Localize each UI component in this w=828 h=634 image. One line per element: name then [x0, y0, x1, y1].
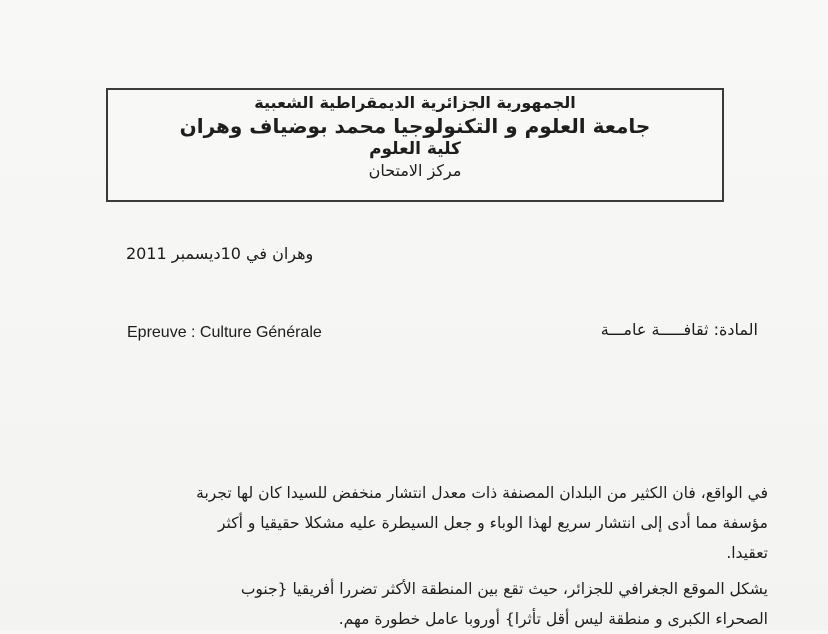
- paragraph-2-line-2: الصحراء الكبرى و منطقة ليس أقل تأثرا} أوروبا عامل خطورة مهم.: [338, 610, 768, 628]
- exam-center-title: مركز الامتحان: [368, 161, 462, 180]
- university-title: جامعة العلوم و التكنولوجيا محمد بوضياف وهران: [179, 114, 651, 138]
- date-line: وهران في 10ديسمبر 2011: [126, 244, 314, 263]
- paragraph-2: [118, 574, 768, 634]
- paragraph-1-line-2: مؤسفة مما أدى إلى انتشار سريع لهذا الوباء و جعل السيطرة عليه مشكلا حقيقيا و أكثر: [218, 514, 768, 532]
- faculty-title: كلية العلوم: [369, 139, 461, 159]
- paragraph-2-line-1: يشكل الموقع الجغرافي للجزائر، حيث تقع بين المنطقة الأكثر تضررا أفريقيا {جنوب: [240, 580, 768, 598]
- paragraph-1: [118, 478, 768, 568]
- subject-arabic: المادة: ثقافـــــة عامـــة: [600, 320, 758, 339]
- paragraph-1-line-1: في الواقع، فان الكثير من البلدان المصنفة ذات معدل انتشار منخفض للسيدا كان لها تجربة: [196, 484, 768, 502]
- header-box: [106, 88, 724, 202]
- subject-french: Epreuve : Culture Générale: [127, 324, 322, 341]
- paragraph-1-line-3: تعقيدا.: [726, 544, 768, 562]
- republic-title: الجمهورية الجزائرية الديمقراطية الشعبية: [254, 93, 576, 112]
